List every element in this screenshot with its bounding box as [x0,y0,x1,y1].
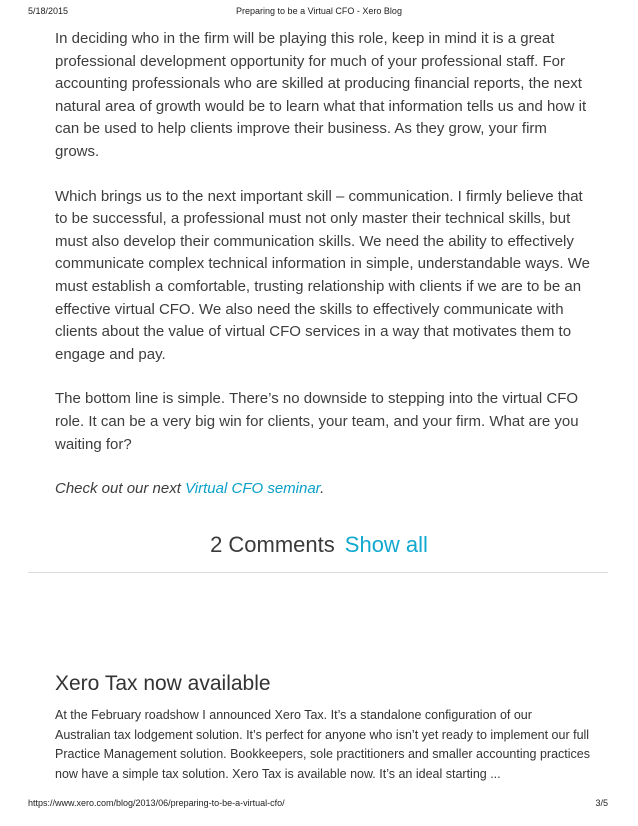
print-footer [0,798,638,812]
related-post-excerpt: At the February roadshow I announced Xero Tax. It’s a standalone configuration of our Australian tax lodgement solution. It’s perfect for anyone who isn’t yet ready to implement our full Practice Management solution. Bookkeepers, sole practitioners and smaller accounting practices now have a simple tax solution. Xero Tax is available now. It’s an ideal starting ... [55,708,590,781]
article-paragraph: Which brings us to the next important skill – communication. I firmly believe that to be successful, a professional must not only master their technical skills, but must also develop their communication skills. We need the ability to effectively communicate complex technical information in simple, understandable ways. We must establish a comfortable, trusting relationship with clients if we are to be an effective virtual CFO. We also need the skills to effectively communicate with clients about the value of virtual CFO services in a way that motivates them to engage and pay. [55,187,590,363]
print-page-number: 3/5 [595,798,608,808]
seminar-callout-suffix: . [320,480,325,498]
print-page-title: Preparing to be a Virtual CFO - Xero Blog [236,6,402,16]
comments-count: 2 Comments [210,532,335,557]
article-paragraph: The bottom line is simple. There’s no downside to stepping into the virtual CFO role. It can be a very big win for clients, your team, and your firm. What are you waiting for? [55,390,579,453]
article-body [55,28,590,500]
show-all-comments-link[interactable]: Show all [344,532,428,557]
related-post [55,672,590,784]
related-post-title[interactable]: Xero Tax now available [55,672,271,695]
comments-divider [28,572,608,573]
article-paragraph: In deciding who in the firm will be playing this role, keep in mind it is a great professional development opportunity for much of your professional staff. For accounting professionals who are skilled at producing financial reports, the next natural area of growth would be to learn what that information tells us and how it can be used to help clients improve their business. As they grow, your firm grows. [55,30,587,160]
print-url: https://www.xero.com/blog/2013/06/preparing-to-be-a-virtual-cfo/ [28,798,285,808]
print-header [0,6,638,20]
comments-header [0,532,638,558]
seminar-callout-prefix: Check out our next [55,480,186,498]
virtual-cfo-seminar-link[interactable]: Virtual CFO seminar [185,480,321,498]
seminar-callout [55,478,590,500]
print-date: 5/18/2015 [28,6,69,16]
